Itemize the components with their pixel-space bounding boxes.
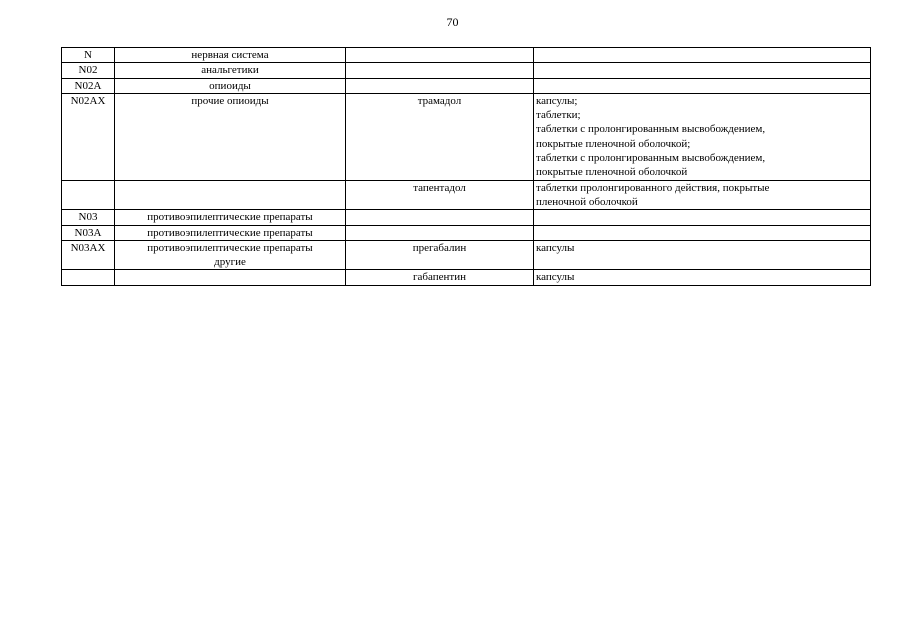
drug-name-cell: габапентин bbox=[346, 270, 534, 285]
drug-name-cell bbox=[346, 48, 534, 63]
group-line: опиоиды bbox=[209, 79, 251, 92]
group-cell bbox=[115, 210, 346, 225]
group-line: противоэпилептические препараты bbox=[147, 241, 313, 254]
atc-code-cell: N03A bbox=[62, 225, 115, 240]
page-number: 70 bbox=[446, 15, 459, 29]
group-line: противоэпилептические препараты bbox=[147, 211, 313, 224]
dosage-form-line: таблетки с пролонгированным высвобождением, bbox=[536, 152, 766, 165]
dosage-form-cell bbox=[534, 48, 871, 63]
dosage-form-cell bbox=[534, 63, 871, 78]
atc-code-cell: N bbox=[62, 48, 115, 63]
group-cell bbox=[115, 225, 346, 240]
drug-table bbox=[61, 47, 871, 286]
dosage-form-cell bbox=[534, 180, 871, 210]
dosage-form-line: капсулы bbox=[536, 271, 575, 284]
table-row bbox=[62, 93, 871, 180]
table-row bbox=[62, 180, 871, 210]
drug-name-cell: прегабалин bbox=[346, 240, 534, 270]
dosage-form-line: капсулы; bbox=[536, 94, 578, 107]
group-cell bbox=[115, 240, 346, 270]
table-row bbox=[62, 210, 871, 225]
dosage-form-line: таблетки пролонгированного действия, покрытые bbox=[536, 181, 770, 194]
group-cell bbox=[115, 78, 346, 93]
atc-code-cell: N02 bbox=[62, 63, 115, 78]
group-cell bbox=[115, 48, 346, 63]
dosage-form-cell bbox=[534, 270, 871, 285]
table-row bbox=[62, 225, 871, 240]
atc-code-cell: N02AX bbox=[62, 93, 115, 180]
dosage-form-line: покрытые пленочной оболочкой; bbox=[536, 137, 691, 150]
dosage-form-line: таблетки; bbox=[536, 109, 581, 122]
dosage-form-cell bbox=[534, 210, 871, 225]
group-line: прочие опиоиды bbox=[191, 94, 269, 107]
dosage-form-line: капсулы bbox=[536, 241, 575, 254]
group-cell bbox=[115, 270, 346, 285]
group-line: противоэпилептические препараты bbox=[147, 226, 313, 239]
atc-code-cell bbox=[62, 270, 115, 285]
table-row bbox=[62, 270, 871, 285]
group-line: другие bbox=[214, 256, 246, 269]
dosage-form-line: таблетки с пролонгированным высвобождением, bbox=[536, 123, 766, 136]
table-row bbox=[62, 63, 871, 78]
dosage-form-cell bbox=[534, 78, 871, 93]
drug-name-cell: трамадол bbox=[346, 93, 534, 180]
dosage-form-cell bbox=[534, 225, 871, 240]
drug-name-cell bbox=[346, 78, 534, 93]
atc-code-cell: N02A bbox=[62, 78, 115, 93]
group-line: анальгетики bbox=[201, 64, 259, 77]
group-cell bbox=[115, 63, 346, 78]
atc-code-cell: N03 bbox=[62, 210, 115, 225]
group-line: нервная система bbox=[191, 49, 269, 61]
atc-code-cell bbox=[62, 180, 115, 210]
drug-name-cell bbox=[346, 225, 534, 240]
group-cell bbox=[115, 93, 346, 180]
group-cell bbox=[115, 180, 346, 210]
dosage-form-line: пленочной оболочкой bbox=[536, 195, 638, 208]
dosage-form-cell bbox=[534, 240, 871, 270]
table-row bbox=[62, 78, 871, 93]
table-row bbox=[62, 240, 871, 270]
drug-name-cell bbox=[346, 63, 534, 78]
dosage-form-line: покрытые пленочной оболочкой bbox=[536, 166, 688, 179]
atc-code-cell: N03AX bbox=[62, 240, 115, 270]
drug-name-cell bbox=[346, 210, 534, 225]
drug-name-cell: тапентадол bbox=[346, 180, 534, 210]
dosage-form-cell bbox=[534, 93, 871, 180]
table-row bbox=[62, 48, 871, 63]
